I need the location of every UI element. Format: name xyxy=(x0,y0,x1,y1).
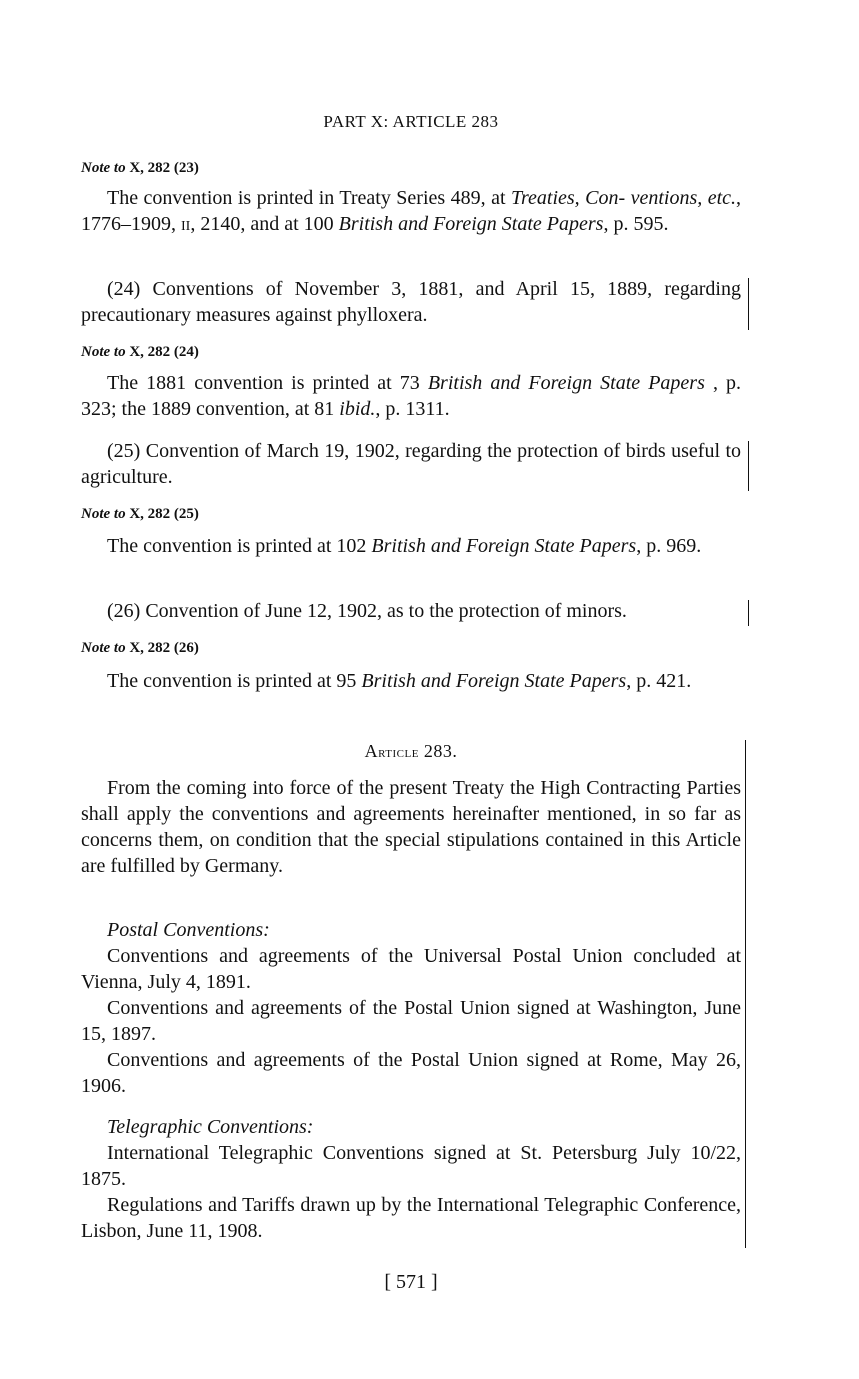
item-24-text: (24) Conventions of November 3, 1881, and April 15, 1889, regarding precautionary measures against phylloxera. xyxy=(81,278,741,326)
telegraphic-section xyxy=(81,1114,741,1244)
item-24 xyxy=(81,276,741,328)
text-run: , 1776–1909, xyxy=(81,187,742,235)
note-25-text xyxy=(81,533,741,559)
text-run: , 2140, and at 100 xyxy=(190,213,339,235)
telegraphic-heading: Telegraphic Conventions: xyxy=(107,1116,314,1138)
text-run: , p. 969. xyxy=(636,535,702,557)
item-26-text: (26) Convention of June 12, 1902, as to the protection of minors. xyxy=(107,600,627,622)
postal-entry: Conventions and agreements of the Postal Union signed at Rome, May 26, 1906. xyxy=(81,1049,741,1097)
note-heading-ref: X, 282 (26) xyxy=(125,640,199,656)
note-heading-24 xyxy=(81,344,199,361)
item-25 xyxy=(81,438,741,490)
postal-entry: Conventions and agreements of the Universal Postal Union concluded at Vienna, July 4, 1891. xyxy=(81,945,741,993)
text-run: , p. 421. xyxy=(626,670,692,692)
text-run-italic: ibid. xyxy=(339,398,376,420)
page-number: [ 571 ] xyxy=(384,1271,438,1293)
article-title-number: 283. xyxy=(418,741,458,761)
note-heading-26 xyxy=(81,640,199,657)
running-header: PART X: ARTICLE 283 xyxy=(323,112,499,131)
note-heading-ref: X, 282 (25) xyxy=(125,506,199,522)
article-title-initial: A xyxy=(364,741,379,761)
telegraphic-entry: International Telegraphic Conventions signed at St. Petersburg July 10/22, 1875. xyxy=(81,1142,741,1190)
note-heading-label: Note to xyxy=(81,160,126,176)
text-run-italic: British and Foreign State Papers xyxy=(427,372,705,394)
postal-section xyxy=(81,917,741,1099)
article-title xyxy=(81,741,741,762)
postal-entry: Conventions and agreements of the Postal Union signed at Washington, June 15, 1897. xyxy=(81,997,741,1045)
note-heading-ref: X, 282 (23) xyxy=(125,160,199,176)
telegraphic-entry: Regulations and Tariffs drawn up by the International Telegraphic Conference, Lisbon, June 11, 1908. xyxy=(81,1194,741,1242)
note-26-text xyxy=(81,668,741,694)
margin-rule-26 xyxy=(748,600,749,626)
text-run: , p. 595. xyxy=(603,213,669,235)
text-run: The 1881 convention is printed at 73 xyxy=(107,372,428,394)
text-run-italic: British and Foreign xyxy=(338,213,497,235)
note-24-text xyxy=(81,370,741,422)
note-heading-ref: X, 282 (24) xyxy=(125,344,199,360)
note-heading-25 xyxy=(81,506,199,523)
item-25-text: (25) Convention of March 19, 1902, regarding the protection of birds useful to agriculture. xyxy=(81,440,741,488)
text-run: The convention is printed at 95 xyxy=(107,670,362,692)
text-run-italic: ventions, etc. xyxy=(630,187,737,209)
text-run-italic: State Papers xyxy=(501,213,604,235)
item-26 xyxy=(81,598,741,624)
postal-heading: Postal Conventions: xyxy=(107,919,270,941)
text-run-italic: British and Foreign State Papers xyxy=(371,535,637,557)
article-title-word: rticle xyxy=(378,745,419,761)
margin-rule-25 xyxy=(748,441,749,491)
article-intro-text: From the coming into force of the present Treaty the High Contracting Parties shall apply the conventions and agreements hereinafter mentioned, in so far as concerns them, on condition that the special stipulations contained in this Article are fulfilled by Germany. xyxy=(81,777,741,877)
note-heading-23 xyxy=(81,160,199,177)
text-run: The convention is printed at 102 xyxy=(107,535,372,557)
note-heading-label: Note to xyxy=(81,506,126,522)
article-intro xyxy=(81,775,741,879)
text-run: , p. 1311. xyxy=(375,398,450,420)
margin-rule-24 xyxy=(748,278,749,330)
text-run-volume: ii xyxy=(181,213,191,235)
note-heading-label: Note to xyxy=(81,640,126,656)
note-heading-label: Note to xyxy=(81,344,126,360)
text-run: , p. 323; the 1889 convention, at 81 xyxy=(81,372,741,420)
text-run-italic: Treaties, Con- xyxy=(510,187,626,209)
text-run-italic: British and Foreign State Papers xyxy=(361,670,627,692)
note-23-text xyxy=(81,185,741,237)
margin-rule-article xyxy=(745,740,746,1248)
text-run: The convention is printed in Treaty Series 489, at xyxy=(107,187,511,209)
